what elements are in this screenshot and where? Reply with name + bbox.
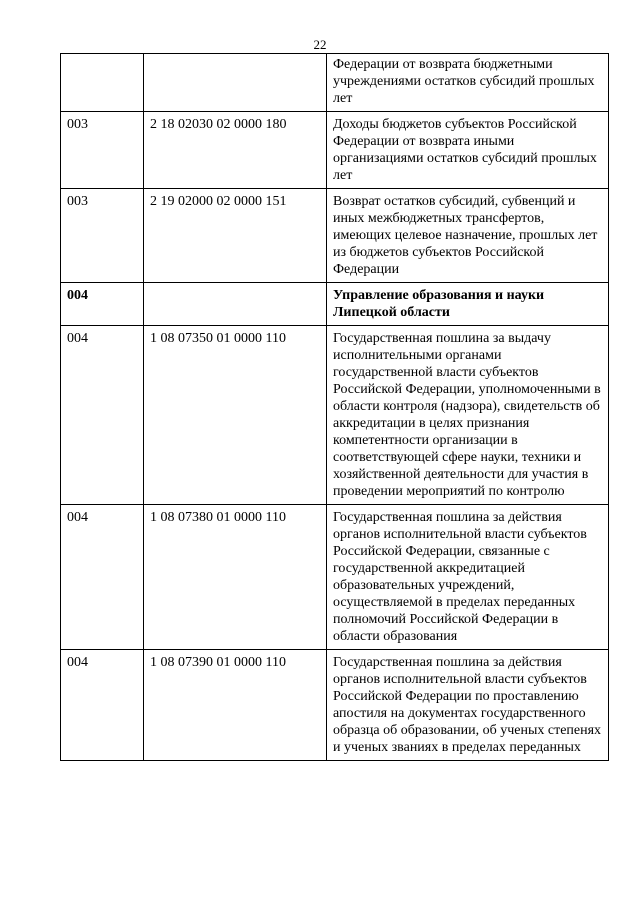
table-row xyxy=(61,54,609,112)
table-row xyxy=(61,505,609,650)
budget-code-cell: 2 19 02000 02 0000 151 xyxy=(144,189,327,283)
budget-code-cell xyxy=(144,283,327,326)
administrator-header-row xyxy=(61,283,609,326)
income-name-cell: Возврат остатков субсидий, субвенций и иных межбюджетных трансфертов, имеющих целевое назначение, прошлых лет из бюджетов субъектов Российской Федерации xyxy=(327,189,609,283)
income-name-cell: Государственная пошлина за действия органов исполнительной власти субъектов Российской Федерации, связанные с государственной аккредитацией образовательных учреждений, осуществляемой в пределах переданных полномочий Российской Федерации в области образования xyxy=(327,505,609,650)
admin-code-cell: 004 xyxy=(61,326,144,505)
admin-code-cell: 004 xyxy=(61,505,144,650)
budget-code-cell: 1 08 07350 01 0000 110 xyxy=(144,326,327,505)
table-row xyxy=(61,189,609,283)
budget-code-cell xyxy=(144,54,327,112)
table-row xyxy=(61,112,609,189)
budget-code-cell: 2 18 02030 02 0000 180 xyxy=(144,112,327,189)
admin-code-cell: 003 xyxy=(61,112,144,189)
admin-code-cell: 004 xyxy=(61,283,144,326)
income-name-cell: Доходы бюджетов субъектов Российской Федерации от возврата иными организациями остатков субсидий прошлых лет xyxy=(327,112,609,189)
income-name-cell: Государственная пошлина за выдачу исполнительными органами государственной власти субъектов Российской Федерации, уполномоченными в области контроля (надзора), свидетельств об аккредитации в целях признания компетентности организации в соответствующей сфере науки, техники и хозяйственной деятельности для участия в проведении мероприятий по контролю xyxy=(327,326,609,505)
admin-code-cell: 004 xyxy=(61,650,144,761)
table-row xyxy=(61,326,609,505)
page-number: 22 xyxy=(313,37,327,52)
income-name-cell: Федерации от возврата бюджетными учреждениями остатков субсидий прошлых лет xyxy=(327,54,609,112)
admin-code-cell xyxy=(61,54,144,112)
budget-code-cell: 1 08 07380 01 0000 110 xyxy=(144,505,327,650)
budget-classification-table xyxy=(60,53,609,761)
admin-code-cell: 003 xyxy=(61,189,144,283)
income-name-cell: Государственная пошлина за действия органов исполнительной власти субъектов Российской Федерации по проставлению апостиля на документах государственного образца об образовании, об ученых степенях и ученых званиях в пределах переданных xyxy=(327,650,609,761)
table-row xyxy=(61,650,609,761)
administrator-name-cell: Управление образования и науки Липецкой области xyxy=(327,283,609,326)
budget-code-cell: 1 08 07390 01 0000 110 xyxy=(144,650,327,761)
